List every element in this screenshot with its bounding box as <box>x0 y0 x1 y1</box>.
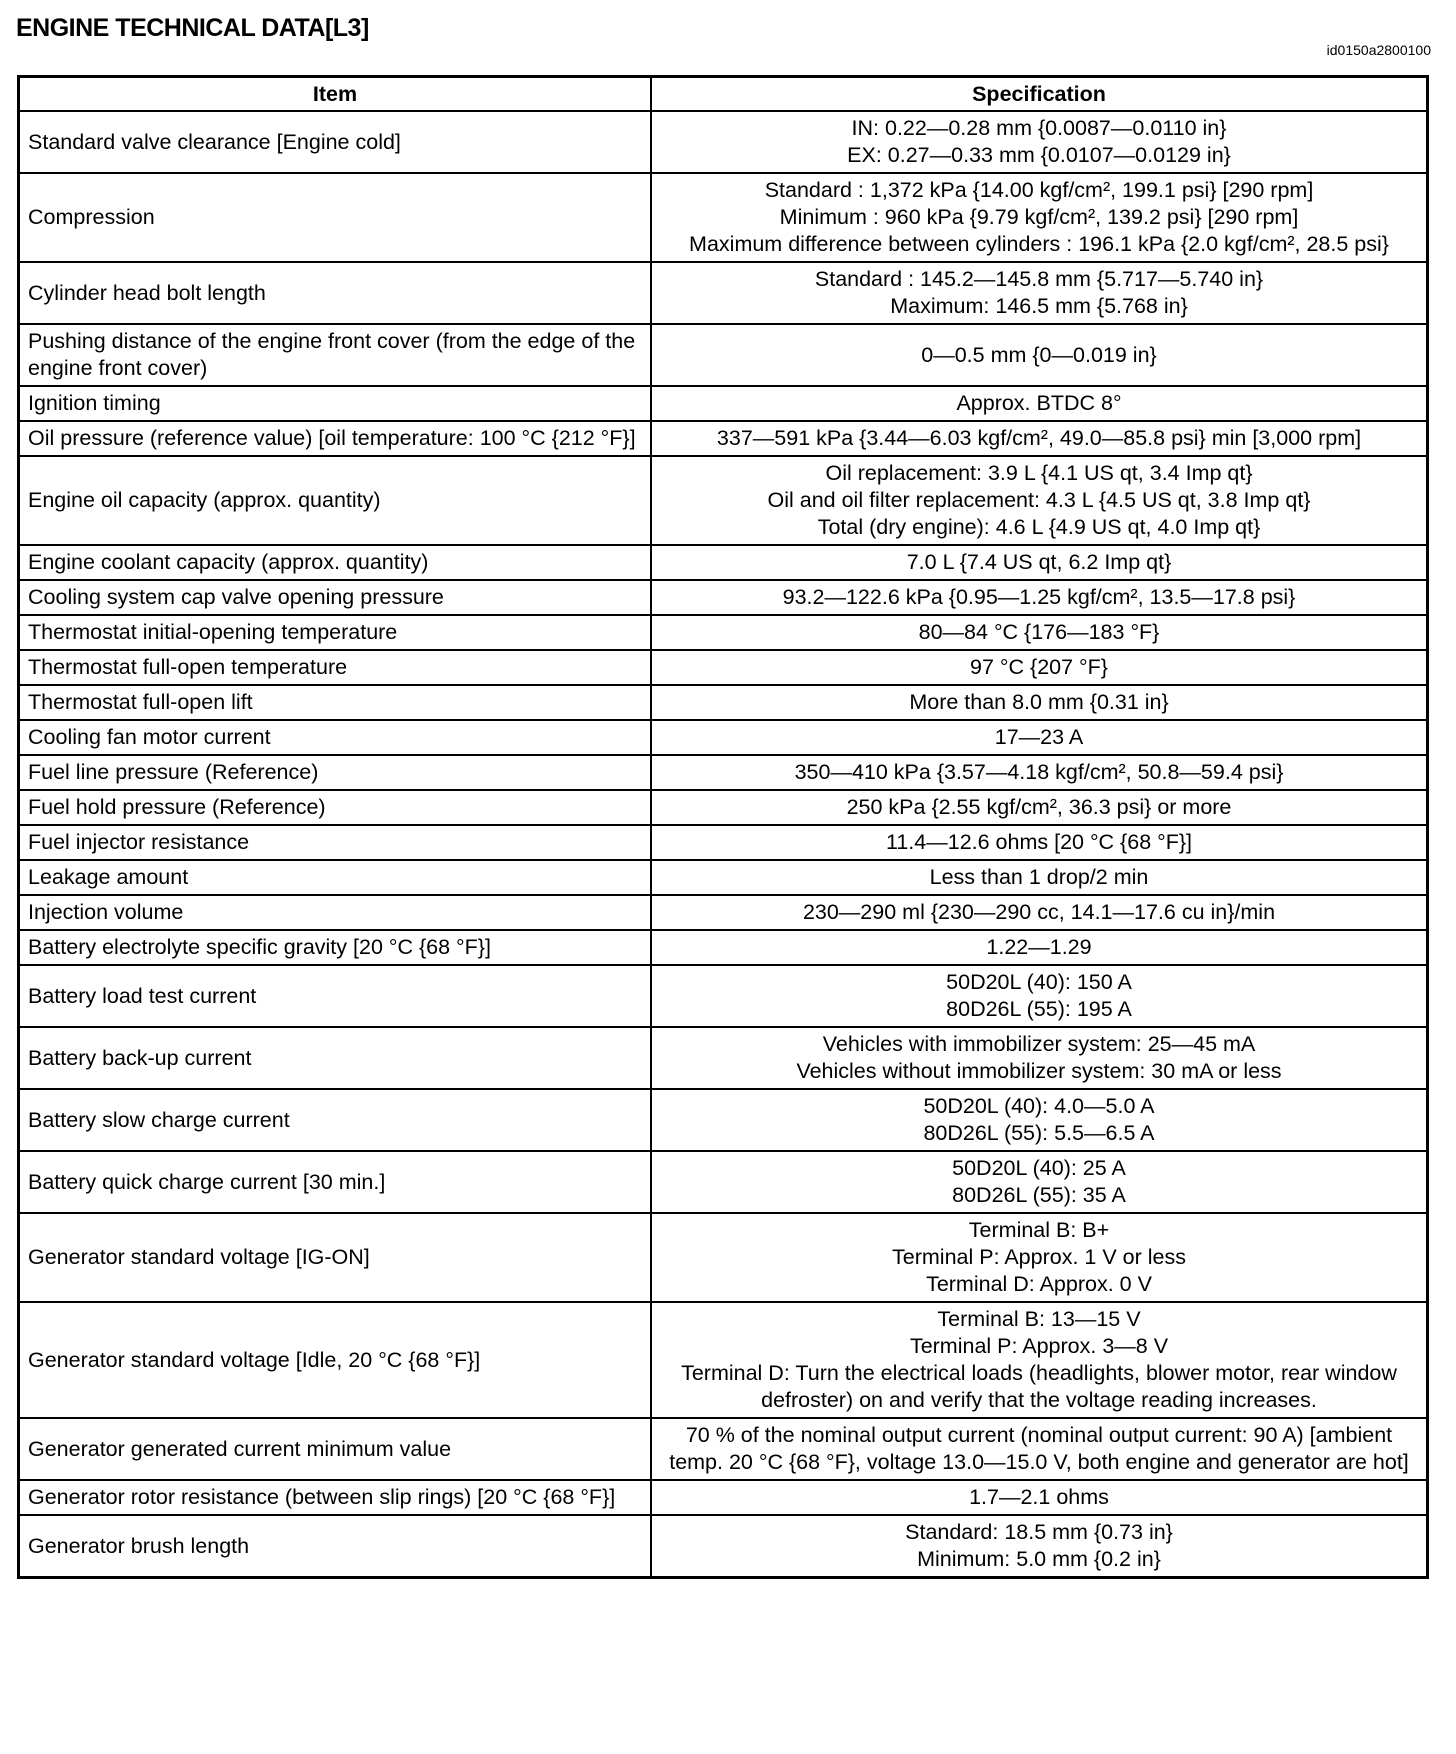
item-cell: Cooling system cap valve opening pressure <box>19 580 652 615</box>
spec-line: Terminal P: Approx. 3—8 V <box>909 1334 1169 1358</box>
spec-line: 97 °C {207 °F} <box>970 655 1108 679</box>
spec-line: Terminal D: Turn the electrical loads (headlights, blower motor, rear window defroster) on and verify that the voltage reading increases. <box>681 1361 1397 1412</box>
item-cell: Engine oil capacity (approx. quantity) <box>19 456 652 545</box>
spec-cell <box>651 895 1428 930</box>
spec-cell <box>651 1213 1428 1302</box>
table-row <box>19 580 1428 615</box>
spec-line: Terminal B: 13—15 V <box>937 1307 1141 1331</box>
spec-line: Total (dry engine): 4.6 L {4.9 US qt, 4.0 Imp qt} <box>817 515 1261 539</box>
item-cell: Generator rotor resistance (between slip rings) [20 °C {68 °F}] <box>19 1480 652 1515</box>
table-row <box>19 456 1428 545</box>
spec-line: Standard : 1,372 kPa {14.00 kgf/cm², 199.1 psi} [290 rpm] <box>764 178 1314 202</box>
spec-cell <box>651 1027 1428 1089</box>
table-row <box>19 324 1428 386</box>
spec-line: 337—591 kPa {3.44—6.03 kgf/cm², 49.0—85.8 psi} min [3,000 rpm] <box>716 426 1362 450</box>
table-header-row <box>19 77 1428 112</box>
item-cell: Leakage amount <box>19 860 652 895</box>
spec-line: Vehicles without immobilizer system: 30 mA or less <box>796 1059 1282 1083</box>
item-cell: Cooling fan motor current <box>19 720 652 755</box>
table-row <box>19 1151 1428 1213</box>
table-row <box>19 1480 1428 1515</box>
spec-cell <box>651 930 1428 965</box>
table-row <box>19 111 1428 173</box>
spec-line: 250 kPa {2.55 kgf/cm², 36.3 psi} or more <box>846 795 1232 819</box>
item-cell: Generator standard voltage [IG-ON] <box>19 1213 652 1302</box>
spec-cell <box>651 545 1428 580</box>
spec-line: Maximum difference between cylinders : 196.1 kPa {2.0 kgf/cm², 28.5 psi} <box>689 232 1389 256</box>
spec-line: Minimum: 5.0 mm {0.2 in} <box>917 1547 1161 1571</box>
spec-cell <box>651 1089 1428 1151</box>
spec-line: 50D20L (40): 25 A <box>952 1156 1126 1180</box>
table-row <box>19 262 1428 324</box>
spec-line: 50D20L (40): 150 A <box>946 970 1132 994</box>
spec-line: Maximum: 146.5 mm {5.768 in} <box>890 294 1188 318</box>
spec-line: Oil replacement: 3.9 L {4.1 US qt, 3.4 Imp qt} <box>825 461 1253 485</box>
item-cell: Thermostat full-open lift <box>19 685 652 720</box>
item-cell: Battery electrolyte specific gravity [20 °C {68 °F}] <box>19 930 652 965</box>
spec-line: Terminal B: B+ <box>968 1218 1110 1242</box>
spec-line: 70 % of the nominal output current (nominal output current: 90 A) [ambient temp. 20 °C {68 °F}, voltage 13.0—15.0 V, both engine and generator are hot] <box>669 1423 1409 1474</box>
item-cell: Generator generated current minimum value <box>19 1418 652 1480</box>
spec-cell <box>651 1302 1428 1418</box>
table-row <box>19 720 1428 755</box>
item-cell: Thermostat initial-opening temperature <box>19 615 652 650</box>
spec-cell <box>651 324 1428 386</box>
spec-line: 80—84 °C {176—183 °F} <box>918 620 1160 644</box>
spec-cell <box>651 790 1428 825</box>
spec-line: 17—23 A <box>994 725 1084 749</box>
spec-line: Oil and oil filter replacement: 4.3 L {4.5 US qt, 3.8 Imp qt} <box>767 488 1311 512</box>
spec-line: Standard : 145.2—145.8 mm {5.717—5.740 in} <box>814 267 1264 291</box>
spec-line: Less than 1 drop/2 min <box>929 865 1149 889</box>
item-cell: Battery quick charge current [30 min.] <box>19 1151 652 1213</box>
table-row <box>19 545 1428 580</box>
spec-cell <box>651 965 1428 1027</box>
spec-cell <box>651 580 1428 615</box>
table-row <box>19 650 1428 685</box>
spec-cell <box>651 262 1428 324</box>
spec-line: 80D26L (55): 5.5—6.5 A <box>923 1121 1155 1145</box>
table-row <box>19 615 1428 650</box>
table-row <box>19 685 1428 720</box>
spec-line: Terminal D: Approx. 0 V <box>926 1272 1152 1296</box>
table-row <box>19 930 1428 965</box>
spec-line: Standard: 18.5 mm {0.73 in} <box>905 1520 1173 1544</box>
item-cell: Standard valve clearance [Engine cold] <box>19 111 652 173</box>
spec-line: 7.0 L {7.4 US qt, 6.2 Imp qt} <box>906 550 1172 574</box>
spec-line: 50D20L (40): 4.0—5.0 A <box>923 1094 1155 1118</box>
spec-line: 0—0.5 mm {0—0.019 in} <box>921 342 1157 367</box>
header-specification: Specification <box>651 77 1428 112</box>
table-row <box>19 1418 1428 1480</box>
item-cell: Injection volume <box>19 895 652 930</box>
item-cell: Battery load test current <box>19 965 652 1027</box>
item-cell: Generator standard voltage [Idle, 20 °C {68 °F}] <box>19 1302 652 1418</box>
spec-line: Minimum : 960 kPa {9.79 kgf/cm², 139.2 psi} [290 rpm] <box>779 205 1299 229</box>
spec-line: EX: 0.27—0.33 mm {0.0107—0.0129 in} <box>847 143 1231 167</box>
spec-cell <box>651 755 1428 790</box>
spec-line: 1.22—1.29 <box>986 935 1092 959</box>
table-row <box>19 790 1428 825</box>
table-row <box>19 173 1428 262</box>
spec-line: 230—290 ml {230—290 cc, 14.1—17.6 cu in}/min <box>802 900 1276 924</box>
page-title: ENGINE TECHNICAL DATA[L3] <box>16 14 369 42</box>
spec-line: IN: 0.22—0.28 mm {0.0087—0.0110 in} <box>851 116 1227 140</box>
item-cell: Thermostat full-open temperature <box>19 650 652 685</box>
table-row <box>19 755 1428 790</box>
table-row <box>19 1027 1428 1089</box>
spec-cell <box>651 615 1428 650</box>
spec-line: 80D26L (55): 195 A <box>946 997 1132 1021</box>
spec-cell <box>651 860 1428 895</box>
item-cell: Oil pressure (reference value) [oil temperature: 100 °C {212 °F}] <box>19 421 652 456</box>
spec-cell <box>651 421 1428 456</box>
table-row <box>19 1302 1428 1418</box>
spec-cell <box>651 1151 1428 1213</box>
item-cell: Battery slow charge current <box>19 1089 652 1151</box>
item-cell: Fuel injector resistance <box>19 825 652 860</box>
spec-line: Terminal P: Approx. 1 V or less <box>892 1245 1186 1269</box>
spec-line: Vehicles with immobilizer system: 25—45 mA <box>822 1032 1256 1056</box>
table-row <box>19 1515 1428 1578</box>
spec-cell <box>651 173 1428 262</box>
table-row <box>19 1213 1428 1302</box>
spec-cell <box>651 456 1428 545</box>
item-cell: Cylinder head bolt length <box>19 262 652 324</box>
table-row <box>19 825 1428 860</box>
table-row <box>19 1089 1428 1151</box>
item-cell: Pushing distance of the engine front cover (from the edge of the engine front cover) <box>19 324 652 386</box>
table-row <box>19 965 1428 1027</box>
spec-cell <box>651 1418 1428 1480</box>
document-id: id0150a2800100 <box>1326 42 1431 58</box>
item-cell: Compression <box>19 173 652 262</box>
spec-cell <box>651 825 1428 860</box>
spec-line: 93.2—122.6 kPa {0.95—1.25 kgf/cm², 13.5—17.8 psi} <box>782 585 1296 609</box>
header-item: Item <box>19 77 652 112</box>
item-cell: Battery back-up current <box>19 1027 652 1089</box>
spec-line: 11.4—12.6 ohms [20 °C {68 °F}] <box>885 830 1193 854</box>
spec-line: More than 8.0 mm {0.31 in} <box>909 690 1169 714</box>
spec-cell <box>651 1480 1428 1515</box>
spec-line: 1.7—2.1 ohms <box>969 1485 1109 1509</box>
table-row <box>19 421 1428 456</box>
spec-cell <box>651 650 1428 685</box>
spec-cell <box>651 720 1428 755</box>
spec-line: 80D26L (55): 35 A <box>952 1183 1126 1207</box>
item-cell: Generator brush length <box>19 1515 652 1578</box>
item-cell: Ignition timing <box>19 386 652 421</box>
table-row <box>19 895 1428 930</box>
item-cell: Fuel line pressure (Reference) <box>19 755 652 790</box>
item-cell: Fuel hold pressure (Reference) <box>19 790 652 825</box>
spec-line: Approx. BTDC 8° <box>956 391 1122 415</box>
item-cell: Engine coolant capacity (approx. quantity) <box>19 545 652 580</box>
spec-cell <box>651 386 1428 421</box>
spec-line: 350—410 kPa {3.57—4.18 kgf/cm², 50.8—59.4 psi} <box>794 760 1284 784</box>
spec-cell <box>651 111 1428 173</box>
engine-spec-table <box>17 75 1429 1579</box>
spec-cell <box>651 1515 1428 1578</box>
table-row <box>19 860 1428 895</box>
table-row <box>19 386 1428 421</box>
spec-cell <box>651 685 1428 720</box>
